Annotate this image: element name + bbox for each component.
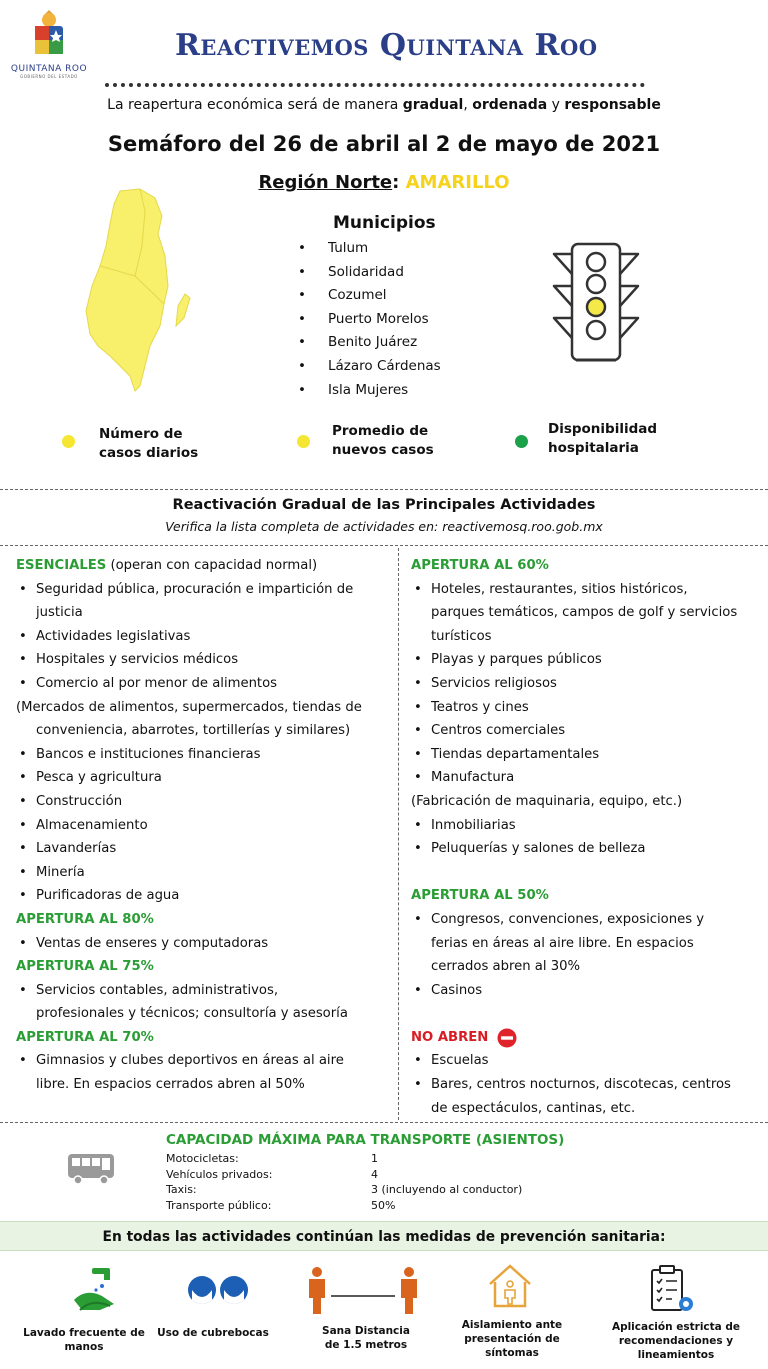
intro-word-ordenada: ordenada [472, 97, 548, 113]
list-item-cont: cerrados abren al 30% [431, 959, 581, 975]
spacer [411, 1002, 763, 1026]
list-item: • Minería [16, 861, 394, 885]
list-item: • Escuelas [411, 1049, 763, 1073]
list-item: • Actividades legislativas [16, 625, 394, 649]
list-item: • Centros comerciales [411, 719, 763, 743]
list-item: • Congresos, convenciones, exposiciones y [411, 908, 763, 932]
indicator-label: Número de [99, 426, 183, 442]
list-item: • Servicios religiosos [411, 672, 763, 696]
list-item: • Comercio al por menor de alimentos [16, 672, 394, 696]
list-item: • Lavanderías [16, 837, 394, 861]
caption-line: recomendaciones y [618, 1335, 734, 1347]
list-item: • Peluquerías y salones de belleza [411, 837, 763, 861]
municipio-item: • Cozumel [298, 287, 441, 311]
municipio-item: • Puerto Morelos [298, 311, 441, 335]
list-item: • Construcción [16, 790, 394, 814]
municipios-list [298, 240, 441, 405]
esenciales-note: (operan con capacidad normal) [106, 558, 318, 573]
prevention-banner-text: En todas las actividades continúan las medidas de prevención sanitaria: [102, 1229, 666, 1245]
page-title: Reactivemos Quintana Roo [175, 28, 598, 63]
indicator-dot-cases [62, 435, 75, 448]
list-item: • Manufactura [411, 766, 763, 790]
left-column [16, 554, 394, 1097]
list-item-cont: parques temáticos, campos de golf y servicios [431, 605, 738, 621]
caption-line: Aislamiento ante [461, 1319, 563, 1331]
no-abren-label: NO ABREN [411, 1029, 489, 1045]
active-light [587, 298, 605, 316]
prevention-banner [0, 1221, 768, 1251]
esenciales-label: ESENCIALES [16, 558, 107, 573]
capacity-row [166, 1167, 586, 1183]
right-column [411, 554, 763, 1120]
intro-word-gradual: gradual [402, 97, 464, 113]
capacity-label: Vehículos privados: [166, 1167, 273, 1181]
indicator-dot-average [297, 435, 310, 448]
traffic-light-icon [550, 242, 644, 366]
capacity-row [166, 1182, 586, 1198]
list-item-cont: de espectáculos, cantinas, etc. [431, 1100, 636, 1116]
apertura-70-heading: APERTURA AL 70% [16, 1029, 154, 1045]
indicator-average [332, 422, 434, 460]
municipios-title: Municipios [333, 213, 436, 233]
caption-line: presentación de [464, 1333, 560, 1345]
capacity-value: 50% [371, 1198, 396, 1212]
list-item: • Ventas de enseres y computadoras [16, 932, 394, 956]
esenciales-heading [16, 554, 394, 578]
list-item: • Servicios contables, administrativos, [16, 979, 394, 1003]
capacity-table [166, 1151, 586, 1213]
list-item: • Tiendas departamentales [411, 743, 763, 767]
list-note: (Mercados de alimentos, supermercados, tiendas de [16, 699, 362, 715]
logo-name: QUINTANA ROO [10, 64, 88, 74]
list-item-cont: profesionales y técnicos; consultoría y asesoría [36, 1006, 348, 1022]
semaforo-heading: Semáforo del 26 de abril al 2 de mayo de 2021 [107, 132, 661, 156]
intro-part: y [547, 97, 565, 113]
list-item: • Hoteles, restaurantes, sitios históricos, [411, 578, 763, 602]
section-divider [0, 489, 768, 490]
list-item: • Pesca y agricultura [16, 766, 394, 790]
intro-word-responsable: responsable [564, 97, 661, 113]
capacity-label: Transporte público: [166, 1198, 272, 1212]
prevention-caption-isolation [442, 1318, 582, 1360]
capacity-title: CAPACIDAD MÁXIMA PARA TRANSPORTE (ASIENTOS) [166, 1132, 565, 1148]
home-isolation-icon [486, 1262, 534, 1310]
state-shield-icon [6, 8, 92, 60]
capacity-row [166, 1198, 586, 1214]
prevention-caption-mask [145, 1326, 281, 1340]
intro-text [0, 97, 768, 113]
prevention-caption-handwash [14, 1326, 154, 1354]
activities-subtitle: Verifica la lista completa de actividades en: reactivemosq.roo.gob.mx [165, 519, 603, 534]
indicator-dot-hospital [515, 435, 528, 448]
list-item: • Gimnasios y clubes deportivos en áreas al aire [16, 1049, 394, 1073]
list-note-cont: conveniencia, abarrotes, tortillerías y similares) [36, 723, 351, 739]
capacity-value: 1 [371, 1152, 378, 1165]
capacity-label: Taxis: [166, 1183, 197, 1196]
caption-line: manos [64, 1341, 104, 1353]
caption-line: de 1.5 metros [324, 1339, 408, 1351]
handwash-icon [70, 1266, 120, 1316]
indicator-cases [99, 425, 198, 463]
list-item: • Bancos e instituciones financieras [16, 743, 394, 767]
intro-part: La reapertura económica será de manera [107, 97, 403, 113]
municipio-item: • Benito Juárez [298, 334, 441, 358]
list-item: • Purificadoras de agua [16, 884, 394, 908]
region-map-icon [80, 186, 210, 396]
capacity-label: Motocicletas: [166, 1152, 239, 1165]
capacity-row [166, 1151, 586, 1167]
activities-title: Reactivación Gradual de las Principales Actividades [172, 497, 596, 513]
prevention-caption-guidelines [596, 1320, 756, 1362]
title-divider [105, 83, 645, 87]
caption-line: Sana Distancia [322, 1325, 410, 1337]
municipio-item: • Isla Mujeres [298, 382, 441, 406]
list-item-cont: turísticos [431, 628, 492, 644]
spacer [411, 861, 763, 885]
caption-line: síntomas [485, 1347, 539, 1359]
list-item: • Inmobiliarias [411, 814, 763, 838]
list-item: • Teatros y cines [411, 696, 763, 720]
list-item: • Seguridad pública, procuración e impartición de [16, 578, 394, 602]
list-item: • Casinos [411, 979, 763, 1003]
region-sep: : [392, 172, 406, 193]
caption-line: Aplicación estricta de [611, 1321, 741, 1333]
indicator-label: nuevos casos [332, 442, 434, 458]
caption-line: Lavado frecuente de [23, 1327, 145, 1339]
region-label: Región Norte [258, 172, 393, 193]
no-entry-icon [497, 1028, 517, 1048]
no-abren-heading [411, 1026, 763, 1050]
section-divider [0, 545, 768, 546]
apertura-80-heading: APERTURA AL 80% [16, 911, 154, 927]
indicator-label: hospitalaria [548, 440, 639, 456]
caption-line: Uso de cubrebocas [157, 1327, 269, 1339]
apertura-75-heading: APERTURA AL 75% [16, 959, 154, 975]
region-color: AMARILLO [405, 172, 510, 193]
face-mask-icon [186, 1270, 250, 1314]
indicator-hospital [548, 420, 657, 458]
indicator-label: Disponibilidad [548, 421, 658, 437]
prevention-caption-distance [296, 1324, 436, 1352]
capacity-value: 4 [371, 1167, 378, 1181]
column-divider [398, 548, 399, 1120]
checklist-gear-icon [648, 1264, 696, 1316]
municipio-item: • Solidaridad [298, 264, 441, 288]
state-logo [6, 8, 92, 78]
logo-subtitle: GOBIERNO DEL ESTADO [20, 74, 78, 79]
list-note: (Fabricación de maquinaria, equipo, etc.) [411, 793, 683, 809]
indicator-label: Promedio de [332, 423, 429, 439]
indicator-label: casos diarios [99, 445, 199, 461]
list-item: • Playas y parques públicos [411, 648, 763, 672]
list-item-cont: ferias en áreas al aire libre. En espacios [431, 935, 694, 951]
apertura-60-heading: APERTURA AL 60% [411, 558, 549, 573]
capacity-value: 3 (incluyendo al conductor) [371, 1183, 523, 1196]
section-divider [0, 1122, 768, 1123]
social-distance-icon [303, 1264, 423, 1316]
caption-line: lineamientos [637, 1349, 715, 1361]
list-item-cont: libre. En espacios cerrados abren al 50% [36, 1077, 305, 1093]
apertura-50-heading: APERTURA AL 50% [411, 888, 549, 904]
list-item: • Bares, centros nocturnos, discotecas, centros [411, 1073, 763, 1097]
list-item-cont: justicia [36, 605, 83, 621]
list-item: • Almacenamiento [16, 814, 394, 838]
bus-icon [66, 1152, 116, 1186]
list-item: • Hospitales y servicios médicos [16, 648, 394, 672]
municipio-item: • Tulum [298, 240, 441, 264]
intro-part: , [463, 97, 473, 113]
municipio-item: • Lázaro Cárdenas [298, 358, 441, 382]
